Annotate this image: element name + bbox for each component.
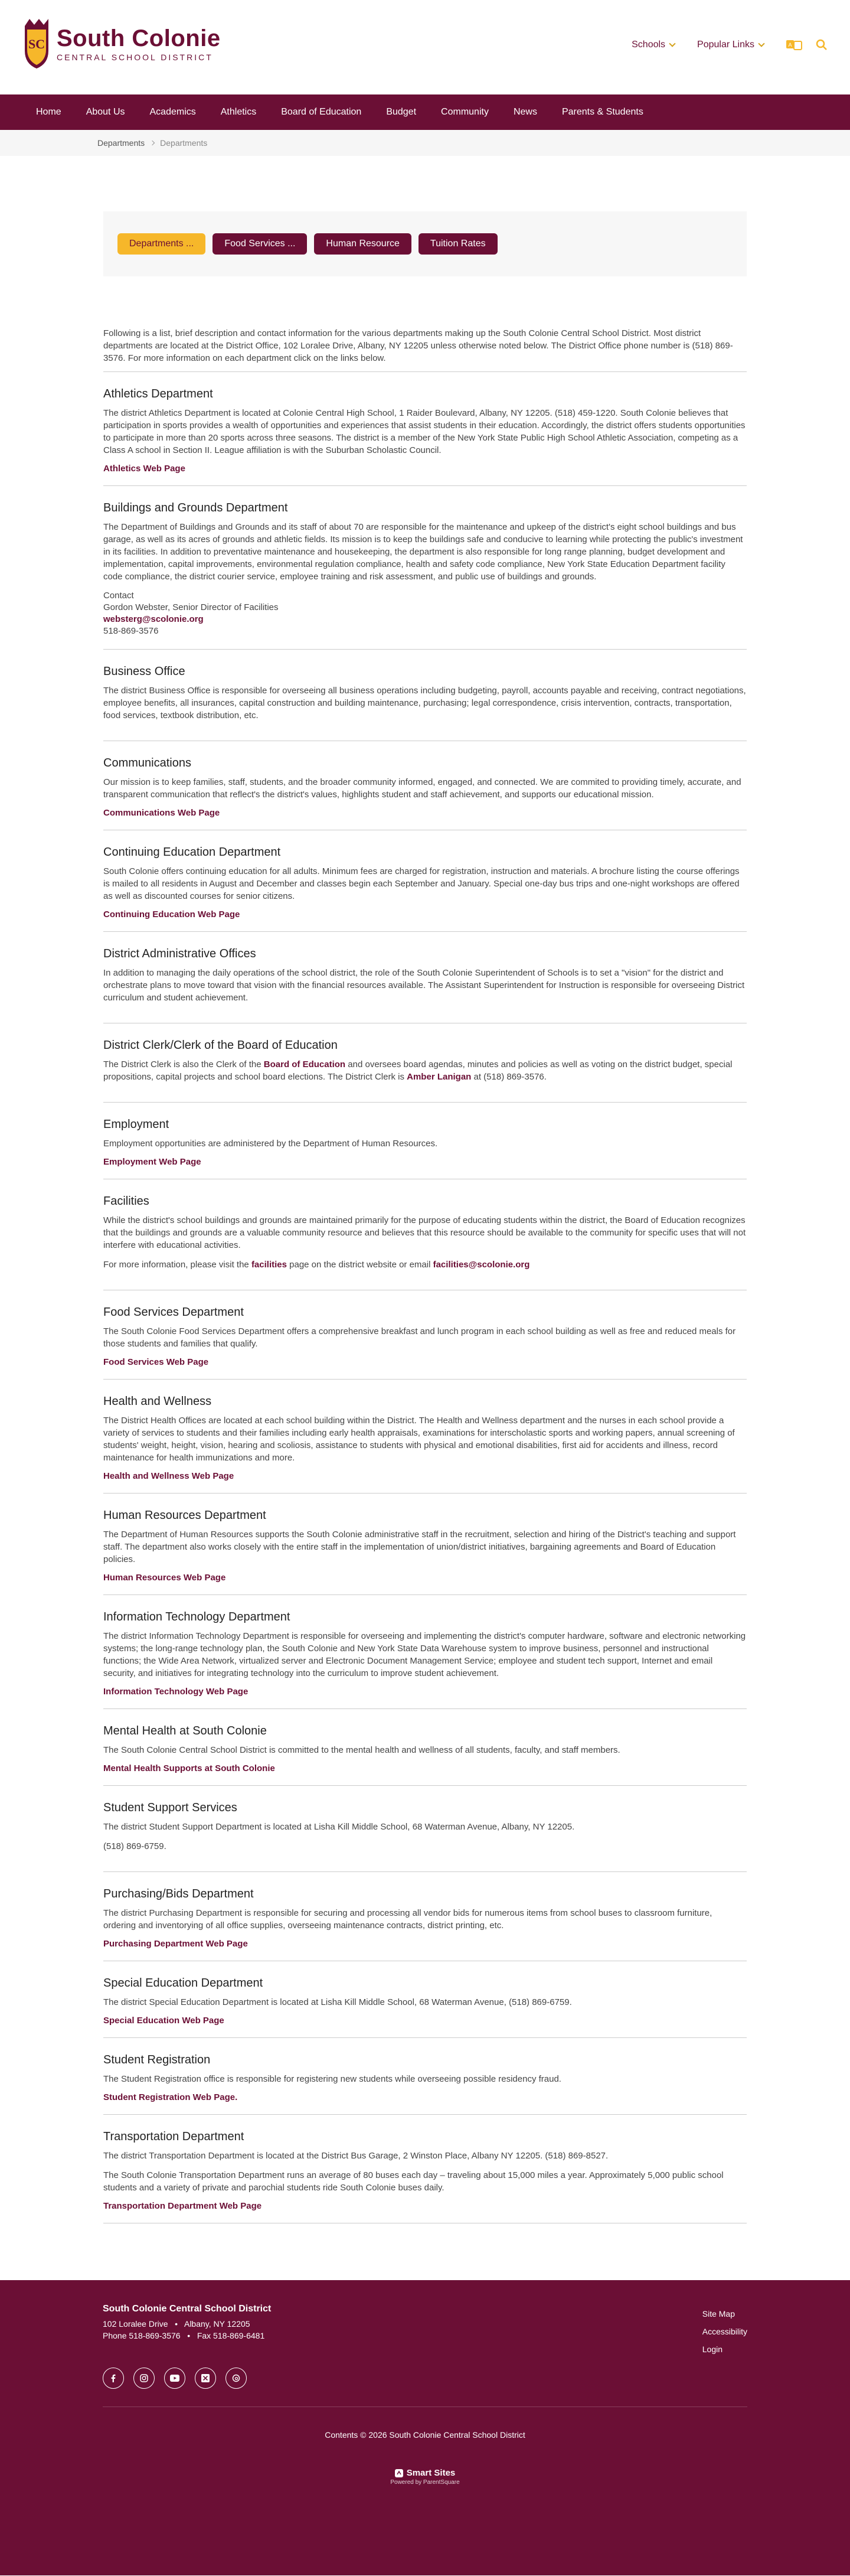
department-section <box>103 1786 747 1872</box>
department-title: Purchasing/Bids Department <box>103 1887 254 1900</box>
department-web-page-link[interactable]: Health and Wellness Web Page <box>103 1471 234 1481</box>
department-description: Employment opportunities are administered by the Department of Human Resources. <box>103 1139 438 1149</box>
department-section <box>103 932 747 1023</box>
department-title: Transportation Department <box>103 2130 244 2143</box>
nav-news[interactable]: News <box>513 107 537 117</box>
x-twitter-icon[interactable] <box>195 2368 216 2389</box>
department-description: The district Student Support Department is located at Lisha Kill Middle School, 68 Waterman Avenue, Albany, NY 12205. <box>103 1822 575 1832</box>
department-description: The district Athletics Department is located at Colonie Central High School, 1 Raider Boulevard, Albany, NY 12205. (518) 459-1220. South Colonie believes that participation in sports provides a wealth of opportunities and experiences that assist students in their education. Accordingly, the district offers students opportunities to participate in more than 20 sports across three seasons. The district is a member of the New York State Public High School Athletic Association, competing as a Class A school in Section II. League affiliation is with the Suburban Scholastic Council. <box>103 408 746 455</box>
contact-name: Gordon Webster, Senior Director of Facilities <box>103 602 279 612</box>
popular-links-dropdown[interactable]: Popular Links <box>697 40 764 50</box>
department-section <box>103 1179 747 1290</box>
nav-academics[interactable]: Academics <box>149 107 196 117</box>
shield-logo-icon <box>22 18 51 70</box>
footer-login-link[interactable]: Login <box>702 2345 723 2354</box>
facilities-info: For more information, please visit the facilities page on the district website or email facilities@scolonie.org <box>103 1260 530 1270</box>
nav-home[interactable]: Home <box>36 107 61 117</box>
department-web-page-link[interactable]: Food Services Web Page <box>103 1357 209 1367</box>
tab-human-resource[interactable]: Human Resource <box>314 233 411 255</box>
department-section <box>103 2115 747 2223</box>
chevron-down-icon <box>669 40 675 47</box>
department-web-page-link[interactable]: Human Resources Web Page <box>103 1573 226 1583</box>
department-title: Special Education Department <box>103 1977 263 1990</box>
department-section <box>103 1961 747 2038</box>
department-title: Mental Health at South Colonie <box>103 1724 267 1737</box>
department-title: Student Registration <box>103 2053 211 2066</box>
department-section <box>103 1103 747 1179</box>
department-title: Human Resources Department <box>103 1509 266 1522</box>
department-description: The South Colonie Central School District is committed to the mental health and wellness of all students, faculty, and staff members. <box>103 1745 620 1755</box>
department-description: The Department of Human Resources supports the South Colonie administrative staff in the recruitment, selection and hiring of the District's teaching and support staff. The department also works closely with the entire staff in the implementation of union/district initiatives, bargaining agreements and Board of Education policies. <box>103 1530 736 1564</box>
department-section <box>103 1380 747 1494</box>
department-section <box>103 372 747 486</box>
district-logo[interactable] <box>22 18 221 70</box>
contact-label: Contact <box>103 591 134 601</box>
department-title: Facilities <box>103 1195 149 1208</box>
department-description: The district Transportation Department is located at the District Bus Garage, 2 Winston Place, Albany NY 12205. (518) 869-8527. <box>103 2151 609 2161</box>
department-web-page-link[interactable]: Special Education Web Page <box>103 2016 224 2026</box>
copyright: Contents © 2026 South Colonie Central School District <box>325 2430 525 2440</box>
department-title: Student Support Services <box>103 1801 237 1814</box>
department-description: The Student Registration office is responsible for registering new students while overseeing possible residency fraud. <box>103 2074 561 2084</box>
department-title: Food Services Department <box>103 1306 244 1319</box>
department-section <box>103 650 747 741</box>
department-title: District Clerk/Clerk of the Board of Education <box>103 1039 338 1052</box>
breadcrumb <box>0 130 850 156</box>
tab-food-services[interactable]: Food Services ... <box>212 233 307 255</box>
department-title: Athletics Department <box>103 387 213 400</box>
footer-site-map-link[interactable]: Site Map <box>702 2309 735 2319</box>
department-description: The district Special Education Department is located at Lisha Kill Middle School, 68 Waterman Avenue, (518) 869-6759. <box>103 1997 572 2007</box>
shield-letters: SC <box>28 37 45 51</box>
footer-accessibility-link[interactable]: Accessibility <box>702 2327 747 2336</box>
department-title: Continuing Education Department <box>103 846 281 859</box>
nav-about-us[interactable]: About Us <box>86 107 125 117</box>
department-web-page-link[interactable]: Student Registration Web Page. <box>103 2092 238 2102</box>
department-title: Business Office <box>103 665 185 678</box>
department-web-page-link[interactable]: Mental Health Supports at South Colonie <box>103 1763 275 1773</box>
department-web-page-link[interactable]: Purchasing Department Web Page <box>103 1939 248 1949</box>
department-title: Health and Wellness <box>103 1395 212 1408</box>
threads-icon[interactable] <box>225 2368 247 2389</box>
facilities-link[interactable]: facilities <box>251 1260 287 1270</box>
schools-dropdown[interactable]: Schools <box>632 40 675 50</box>
nav-parents-students[interactable]: Parents & Students <box>561 107 643 117</box>
contact-email-link[interactable]: websterg@scolonie.org <box>103 614 204 624</box>
department-web-page-link[interactable]: Continuing Education Web Page <box>103 909 240 919</box>
department-description: The South Colonie Transportation Department runs an average of 80 buses each day – traveling about 15,000 miles a year. Approximately 5,000 public school students and a variety of private and parochial students ride South Colonie buses daily. <box>103 2170 724 2193</box>
nav-budget[interactable]: Budget <box>386 107 417 117</box>
department-description: Our mission is to keep families, staff, students, and the broader community informed, engaged, and connected. We are commited to providing timely, accurate, and transparent communication that reflect's the district's values, highlights student and staff achievement, and supports our educational mission. <box>103 777 741 800</box>
breadcrumb-link[interactable]: Departments <box>97 138 145 148</box>
tab-tuition-rates[interactable]: Tuition Rates <box>419 233 498 255</box>
breadcrumb-current: Departments <box>160 138 208 148</box>
department-web-page-link[interactable]: Information Technology Web Page <box>103 1687 249 1697</box>
department-description: The Department of Buildings and Grounds and its staff of about 70 are responsible for the maintenance and upkeep of the district's eight school buildings and bus garage, as well as its acres of grounds and athletic fields. Its mission is to keep the buildings safe and conducive to learning while protecting the public's investment in its facilities. In addition to preventative maintenance and housekeeping, the department is also responsible for long range planning, budget development and implementation, capital improvements, environmental regulation compliance, health and safety code compliance, New York State Education Department facility code compliance, the district courier service, employee training and risk assessment, and public use of buildings and grounds. <box>103 522 743 582</box>
department-list <box>103 372 747 2223</box>
department-web-page-link[interactable]: Transportation Department Web Page <box>103 2201 262 2211</box>
nav-community[interactable]: Community <box>441 107 489 117</box>
board-of-education-link[interactable]: Board of Education <box>263 1059 346 1069</box>
footer-address: South Colonie Central School District 102 Loralee Drive • Albany, NY 12205 Phone 518-869-3576 • Fax 518-869-6481 <box>103 2304 272 2340</box>
translate-icon[interactable] <box>786 39 803 51</box>
department-title: Communications <box>103 757 191 769</box>
nav-athletics[interactable]: Athletics <box>220 107 257 117</box>
department-description: The district Purchasing Department is responsible for securing and processing all vendor bids for numerous items from school buses to classroom furniture, ordering and inventorying of all office supplies, overseeing maintenance contracts, district printing, etc. <box>103 1908 712 1931</box>
site-header <box>0 0 850 94</box>
contact-phone: 518-869-3576 <box>103 626 159 636</box>
facebook-icon[interactable] <box>103 2368 124 2389</box>
department-title: Buildings and Grounds Department <box>103 501 288 514</box>
nav-board-of-education[interactable]: Board of Education <box>281 107 362 117</box>
facilities-email-link[interactable]: facilities@scolonie.org <box>433 1260 530 1270</box>
youtube-icon[interactable] <box>164 2368 185 2389</box>
department-title: Information Technology Department <box>103 1610 290 1623</box>
department-section <box>103 741 747 830</box>
department-section <box>103 1872 747 1961</box>
department-web-page-link[interactable]: Employment Web Page <box>103 1157 201 1167</box>
department-description: The District Clerk is also the Clerk of the Board of Education and oversees board agendas, minutes and policies as well as voting on the district budget, special propositions, capital projects and school board elections. The District Clerk is Amber Lanigan at (518) 869-3576. <box>103 1059 733 1082</box>
tab-departments[interactable]: Departments ... <box>117 233 205 255</box>
footer-links <box>702 2305 747 2358</box>
footer-district-name: South Colonie Central School District <box>103 2304 272 2314</box>
svg-text:A: A <box>788 42 792 48</box>
department-section <box>103 1494 747 1595</box>
department-section <box>103 1290 747 1380</box>
department-section <box>103 830 747 932</box>
smart-sites-icon <box>395 2469 403 2477</box>
department-section <box>103 1709 747 1786</box>
department-description: The district Business Office is responsible for overseeing all business operations including budgeting, payroll, accounts payable and receiving, contract negotiations, employee benefits, all insurances, capital construction and building maintenance, purchasing; legal correspondence, crisis intervention, contracts, transportation, food services, textbook distribution, etc. <box>103 686 746 720</box>
department-description: While the district's school buildings and grounds are maintained primarily for the purpose of educating students within the district, the Board of Education recognizes that the buildings and grounds are a valuable community resource and believes that this resource should be available to the community for specific uses that will not interfere with educational activities. <box>103 1215 746 1250</box>
search-icon[interactable] <box>816 39 828 51</box>
department-description: The district Information Technology Department is responsible for overseeing and implementing the district's computer hardware, software and electronic networking systems; the long-range technology plan, the South Colonie and New York State Data Warehouse system to improve business, personnel and instructional functions; the Wide Area Network, virtualized server and Electronic Document Management Service; employee and student tech support, Internet and email security, and initiatives for integrating technology into the curriculum to improve student achievement. <box>103 1631 746 1678</box>
chevron-down-icon <box>758 40 764 47</box>
department-description: (518) 869-6759. <box>103 1841 166 1851</box>
main-nav <box>0 94 850 130</box>
department-description: In addition to managing the daily operations of the school district, the role of the South Colonie Superintendent of Schools is to set a "vision" for the district and orchestrate plans to move toward that vision with the financial resources available. The Assistant Superintendent for Instruction is responsible for overseeing District curriculum and student achievement. <box>103 968 745 1003</box>
department-description: The District Health Offices are located at each school building within the District. The Health and Wellness department and the nurses in each school provide a variety of services to students and their families including early health appraisals, examinations for interscholastic sports and working papers, annual screening of students' weight, height, vision, hearing and scoliosis, assistance to students with physical and emotional disabilities, first aid for accidents and illness, record maintenance for health immunizations and more. <box>103 1416 735 1463</box>
department-web-page-link[interactable]: Athletics Web Page <box>103 464 185 474</box>
department-title: District Administrative Offices <box>103 947 256 960</box>
district-clerk-link[interactable]: Amber Lanigan <box>407 1072 472 1082</box>
department-title: Employment <box>103 1118 169 1131</box>
site-subtitle: CENTRAL SCHOOL DISTRICT <box>57 53 213 62</box>
sub-page-tabs <box>103 211 747 276</box>
department-web-page-link[interactable]: Communications Web Page <box>103 808 220 818</box>
smart-sites-badge[interactable]: Smart Sites Powered by ParentSquare <box>390 2468 460 2486</box>
chevron-right-icon <box>150 141 155 145</box>
department-section <box>103 1595 747 1709</box>
department-description: South Colonie offers continuing education for all adults. Minimum fees are charged for registration, instruction and materials. A brochure listing the course offerings is mailed to all residents in August and December and classes begin each September and January. Special one-day bus trips and one-night workshops are offered as well as discounted courses for senior citizens. <box>103 866 740 901</box>
main-content <box>103 327 747 2223</box>
social-links <box>103 2368 247 2389</box>
intro-text: Following is a list, brief description and contact information for the various departments making up the South Colonie Central School District. Most district departments are located at the District Office, 102 Loralee Drive, Albany, NY 12205 unless otherwise noted below. The District Office phone number is (518) 869-3576. For more information on each department click on the links below. <box>103 327 747 372</box>
department-section <box>103 486 747 650</box>
site-footer <box>0 2280 850 2575</box>
department-section <box>103 1023 747 1103</box>
department-description: The South Colonie Food Services Department offers a comprehensive breakfast and lunch program in each school building as well as free and reduced meals for those students and families that qualify. <box>103 1326 736 1349</box>
instagram-icon[interactable] <box>133 2368 155 2389</box>
department-section <box>103 2038 747 2115</box>
site-title: South Colonie <box>57 25 221 51</box>
